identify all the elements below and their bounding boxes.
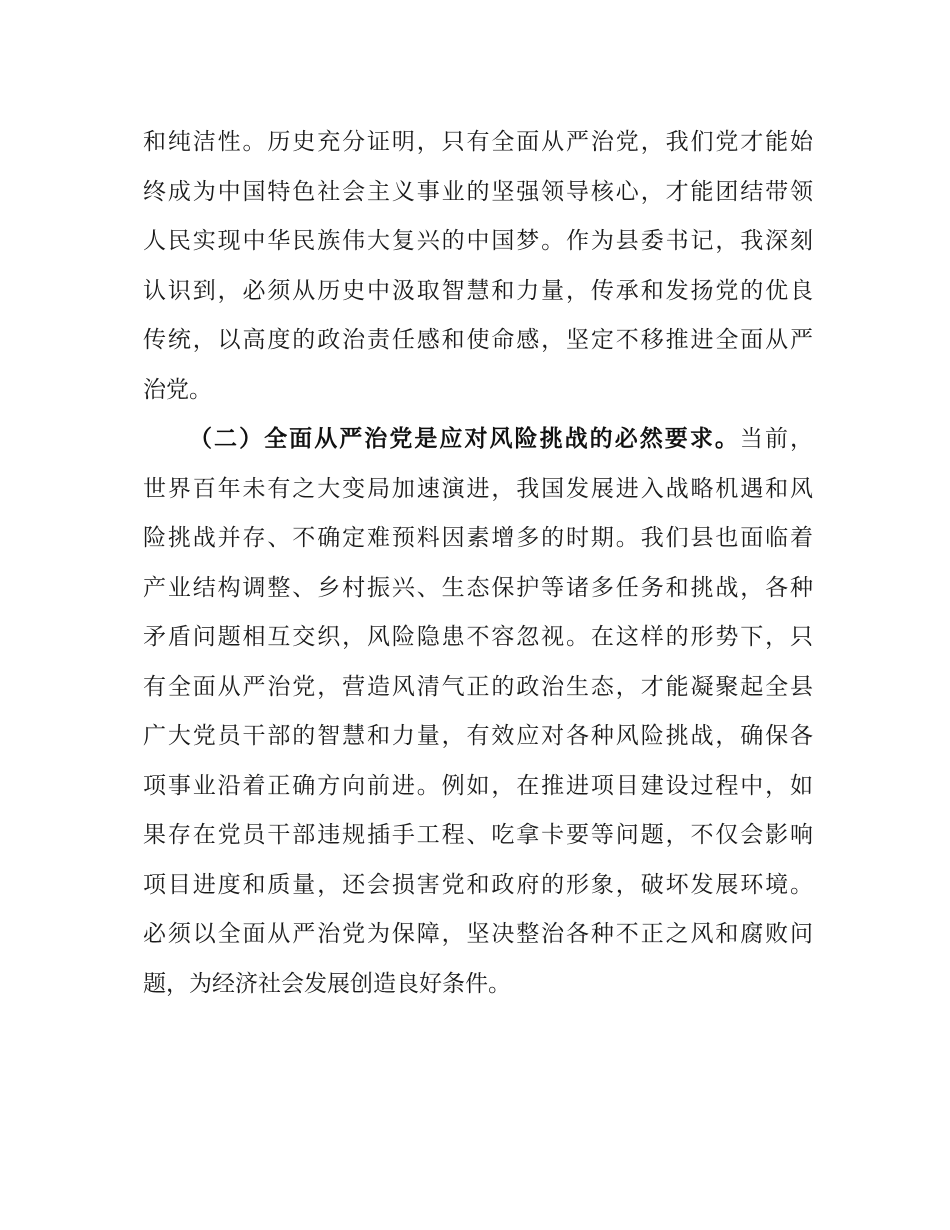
text-line: 矛盾问题相互交织，风险隐患不容忽视。在这样的形势下，只 bbox=[143, 624, 813, 650]
text-line: 传统，以高度的政治责任感和使命感，坚定不移推进全面从严 bbox=[143, 327, 813, 353]
text-line: 广大党员干部的智慧和力量，有效应对各种风险挑战，确保各 bbox=[143, 723, 813, 749]
text-line: 果存在党员干部违规插手工程、吃拿卡要等问题，不仅会影响 bbox=[143, 822, 813, 848]
paragraph-history bbox=[143, 118, 813, 415]
section-heading: （二）全面从严治党是应对风险挑战的必然要求。 bbox=[189, 426, 740, 452]
section-heading-line bbox=[143, 415, 813, 465]
text-line: 产业结构调整、乡村振兴、生态保护等诸多任务和挑战，各种 bbox=[143, 574, 813, 601]
text-line: 世界百年未有之大变局加速演进，我国发展进入战略机遇和风 bbox=[143, 475, 813, 502]
text-line: 有全面从严治党，营造风清气正的政治生态，才能凝聚起全县 bbox=[143, 673, 813, 700]
text-line: 认识到，必须从历史中汲取智慧和力量，传承和发扬党的优良 bbox=[143, 277, 813, 304]
text-line: 项事业沿着正确方向前进。例如，在推进项目建设过程中，如 bbox=[143, 772, 813, 799]
paragraph-risk-challenges bbox=[143, 415, 813, 1009]
text-line: 和纯洁性。历史充分证明，只有全面从严治党，我们党才能始 bbox=[143, 129, 813, 155]
text-line: 人民实现中华民族伟大复兴的中国梦。作为县委书记，我深刻 bbox=[143, 228, 813, 254]
heading-line-rest: 当前， bbox=[739, 426, 814, 452]
text-line: 项目进度和质量，还会损害党和政府的形象，破坏发展环境。 bbox=[143, 871, 813, 898]
text-line: 治党。 bbox=[143, 376, 212, 403]
text-line: 必须以全面从严治党为保障，坚决整治各种不正之风和腐败问 bbox=[143, 921, 813, 947]
text-line: 题，为经济社会发展创造良好条件。 bbox=[143, 970, 511, 997]
text-line: 终成为中国特色社会主义事业的坚强领导核心，才能团结带领 bbox=[143, 178, 813, 205]
text-line: 险挑战并存、不确定难预料因素增多的时期。我们县也面临着 bbox=[143, 525, 813, 551]
